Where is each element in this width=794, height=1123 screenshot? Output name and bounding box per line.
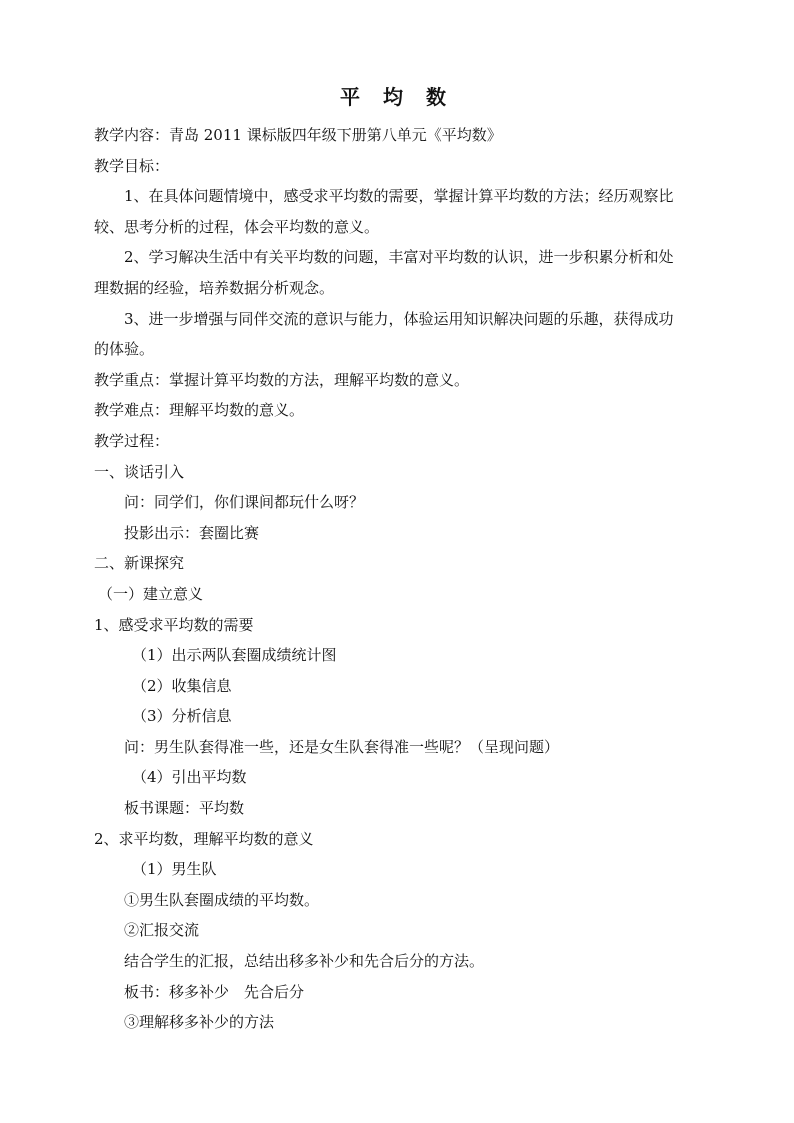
text-line: （一）建立意义	[98, 584, 204, 603]
text-line: 板书课题：平均数	[124, 799, 245, 818]
text-line: （1）出示两队套圈成绩统计图	[132, 646, 337, 665]
text-line: 教学难点：理解平均数的意义。	[94, 401, 305, 420]
text-line: 板书：移多补少 先合后分	[124, 982, 305, 1001]
text-line: 理数据的经验，培养数据分析观念。	[94, 278, 335, 297]
text-line: 教学重点：掌握计算平均数的方法，理解平均数的意义。	[94, 370, 470, 389]
text-line: 较、思考分析的过程，体会平均数的意义。	[94, 217, 380, 236]
text-line: 一、谈话引入	[94, 462, 185, 481]
document-body	[94, 120, 724, 1038]
text-line: （3）分析信息	[132, 707, 232, 726]
text-line: （4）引出平均数	[132, 768, 247, 787]
text-line: （1）男生队	[132, 860, 217, 879]
text-line: 结合学生的汇报，总结出移多补少和先合后分的方法。	[124, 952, 485, 971]
text-line: 问：同学们，你们课间都玩什么呀？	[124, 493, 365, 512]
text-line: 教学目标：	[94, 156, 170, 175]
text-line: 问：男生队套得准一些，还是女生队套得准一些呢？（呈现问题）	[124, 737, 560, 756]
text-line: 1、在具体问题情境中，感受求平均数的需要，掌握计算平均数的方法；经历观察比	[124, 187, 674, 206]
text-line: ③理解移多补少的方法	[124, 1013, 275, 1032]
text-line: 投影出示：套圈比赛	[124, 523, 260, 542]
text-line: ①男生队套圈成绩的平均数。	[124, 890, 320, 909]
text-line: 的体验。	[94, 340, 155, 359]
text-line: ②汇报交流	[124, 921, 200, 940]
text-line: 教学过程：	[94, 431, 170, 450]
text-line: （2）收集信息	[132, 676, 232, 695]
text-line: 2、求平均数，理解平均数的意义	[94, 829, 314, 848]
text-line: 教学内容：青岛 2011 课标版四年级下册第八单元《平均数》	[94, 126, 502, 144]
text-line: 二、新课探究	[94, 554, 185, 573]
text-line: 3、进一步增强与同伴交流的意识与能力，体验运用知识解决问题的乐趣，获得成功	[124, 309, 674, 328]
text-line: 1、感受求平均数的需要	[94, 615, 254, 634]
text-line: 2、学习解决生活中有关平均数的问题，丰富对平均数的认识，进一步积累分析和处	[124, 248, 674, 267]
page-title: 平 均 数	[340, 85, 454, 109]
